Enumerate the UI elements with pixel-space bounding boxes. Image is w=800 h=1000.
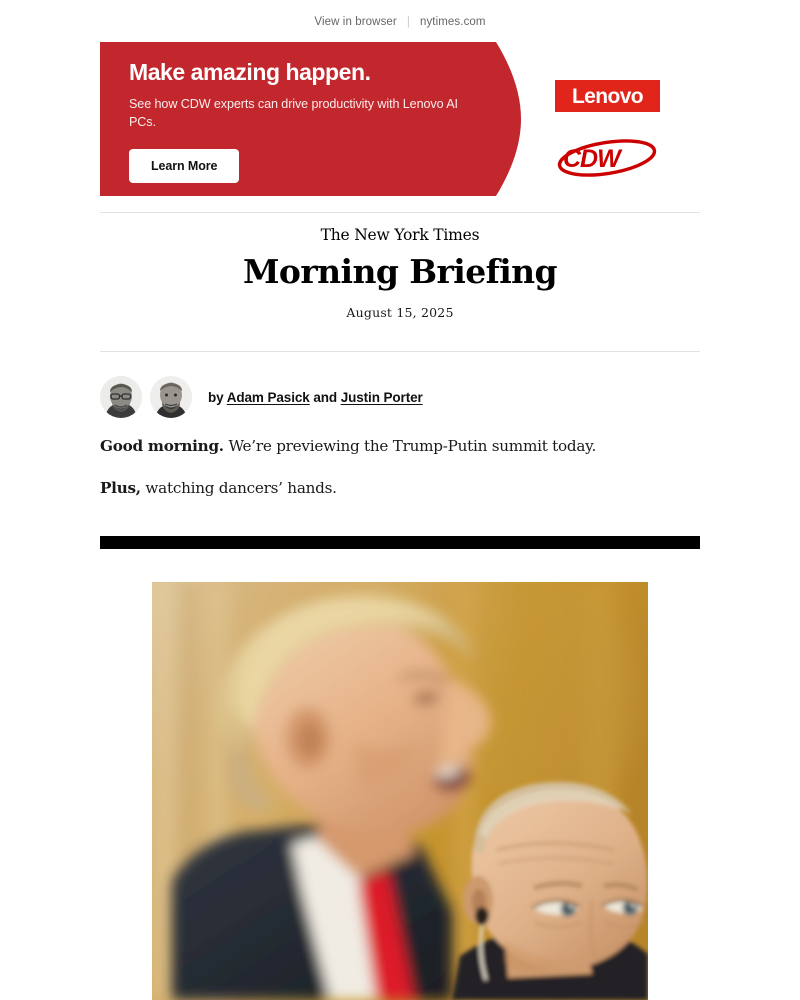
byline-prefix: by — [208, 389, 224, 405]
byline — [100, 374, 700, 420]
intro-rest-two: watching dancers’ hands. — [145, 478, 337, 497]
divider-rule-top — [100, 212, 700, 213]
byline-conjunction: and — [313, 389, 338, 405]
divider-rule-byline — [100, 351, 700, 352]
intro-lead-two: Plus, — [100, 478, 141, 497]
avatar-image — [100, 376, 142, 418]
advertisement-banner[interactable] — [100, 42, 700, 196]
intro-copy — [100, 436, 700, 499]
page-title: Morning Briefing — [242, 251, 558, 291]
intro-paragraph-one — [100, 436, 700, 458]
intro-rest-one: We’re previewing the Trump-Putin summit today. — [228, 437, 597, 455]
ad-headline: Make amazing happen. — [129, 59, 371, 85]
avatar-adam-pasick — [100, 376, 142, 418]
ad-copy-block — [100, 42, 500, 196]
avatar-image — [150, 376, 192, 418]
intro-lead-one: Good morning. — [100, 437, 224, 455]
lenovo-logo-text: Lenovo — [571, 84, 644, 108]
nytimes-site-link[interactable]: nytimes.com — [419, 16, 486, 28]
learn-more-button[interactable]: Learn More — [129, 149, 239, 183]
ad-red-panel[interactable] — [100, 42, 525, 196]
cdw-logo-mark — [555, 137, 665, 179]
section-divider-bar — [100, 536, 700, 549]
author-link-one[interactable]: Adam Pasick — [226, 389, 310, 405]
nyt-wordmark: The New York Times — [320, 226, 480, 244]
preheader — [0, 16, 800, 28]
preheader-separator: | — [406, 16, 410, 28]
ad-subhead: See how CDW experts can drive productivity with Lenovo AI PCs. — [129, 97, 458, 130]
avatar-justin-porter — [150, 376, 192, 418]
cdw-logo[interactable] — [555, 137, 665, 179]
svg-text:CDW: CDW — [563, 145, 620, 173]
author-avatars — [100, 375, 192, 419]
hero-photo-image — [152, 582, 648, 1000]
author-link-two[interactable]: Justin Porter — [340, 389, 423, 405]
masthead — [100, 228, 700, 320]
hero-photo[interactable] — [152, 582, 648, 1000]
issue-date: August 15, 2025 — [346, 305, 454, 321]
intro-paragraph-two — [100, 478, 700, 500]
ad-brand-logos — [540, 42, 700, 196]
byline-text — [208, 390, 423, 405]
lenovo-logo[interactable] — [555, 80, 660, 112]
view-in-browser-link[interactable]: View in browser — [314, 16, 397, 28]
